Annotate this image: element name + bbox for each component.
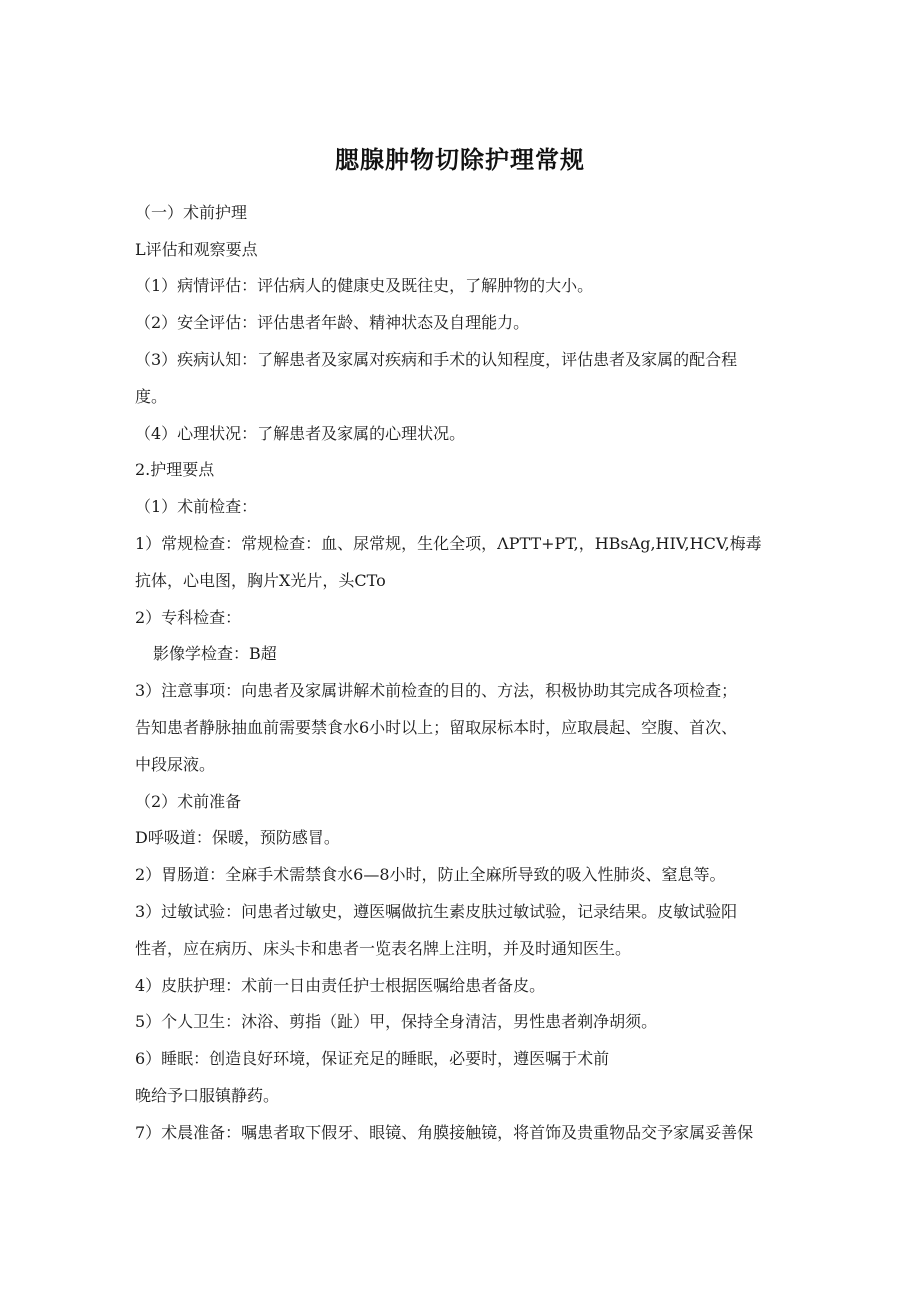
paragraph-line: （2）术前准备 xyxy=(135,792,242,811)
page-title: 腮腺肿物切除护理常规 xyxy=(335,146,585,174)
paragraph-line: 告知患者静脉抽血前需要禁食水6小时以上；留取尿标本时，应取晨起、空腹、首次、 xyxy=(135,718,738,737)
paragraph-line: 度。 xyxy=(135,387,168,406)
subsection-heading: 2.护理要点 xyxy=(135,460,215,479)
paragraph-line: 2）胃肠道：全麻手术需禁食水6—8小时，防止全麻所导致的吸入性肺炎、窒息等。 xyxy=(135,865,726,884)
paragraph-line: 7）术晨准备：嘱患者取下假牙、眼镜、角膜接触镜，将首饰及贵重物品交予家属妥善保 xyxy=(135,1123,754,1142)
paragraph-line: 影像学检查：B超 xyxy=(153,644,277,663)
paragraph-line: （4）心理状况：了解患者及家属的心理状况。 xyxy=(135,424,466,443)
paragraph-line: 5）个人卫生：沐浴、剪指（趾）甲，保持全身清洁，男性患者剃净胡须。 xyxy=(135,1012,658,1031)
paragraph-line: 1）常规检查：常规检查：血、尿常规，生化全项，ΛPTT+PT,，HBsAg,HIV,HCV,梅毒 xyxy=(135,534,762,553)
paragraph-line: 2）专科检查： xyxy=(135,608,242,627)
paragraph-line: 性者，应在病历、床头卡和患者一览表名牌上注明，并及时通知医生。 xyxy=(135,939,632,958)
paragraph-line: 3）注意事项：向患者及家属讲解术前检查的目的、方法，积极协助其完成各项检查； xyxy=(135,681,738,700)
paragraph-line: 6）睡眠：创造良好环境，保证充足的睡眠，必要时，遵医嘱于术前 xyxy=(135,1049,610,1068)
paragraph-line: 中段尿液。 xyxy=(135,755,216,774)
paragraph-line: （2）安全评估：评估患者年龄、精神状态及自理能力。 xyxy=(135,313,530,332)
paragraph-line: （3）疾病认知：了解患者及家属对疾病和手术的认知程度，评估患者及家属的配合程 xyxy=(135,350,738,369)
paragraph-line: 抗体，心电图，胸片X光片，头CTo xyxy=(135,571,386,590)
paragraph-line: （1）术前检查： xyxy=(135,497,258,516)
paragraph-line: D呼吸道：保暖，预防感冒。 xyxy=(135,828,340,847)
section-heading: （一）术前护理 xyxy=(135,203,248,222)
subsection-heading: L评估和观察要点 xyxy=(135,240,258,259)
paragraph-line: 4）皮肤护理：术前一日由责任护士根据医嘱给患者备皮。 xyxy=(135,976,546,995)
paragraph-line: （1）病情评估：评估病人的健康史及既往史，了解肿物的大小。 xyxy=(135,276,594,295)
paragraph-line: 晚给予口服镇静药。 xyxy=(135,1086,280,1105)
paragraph-line: 3）过敏试验：问患者过敏史，遵医嘱做抗生素皮肤过敏试验，记录结果。皮敏试验阳 xyxy=(135,902,738,921)
